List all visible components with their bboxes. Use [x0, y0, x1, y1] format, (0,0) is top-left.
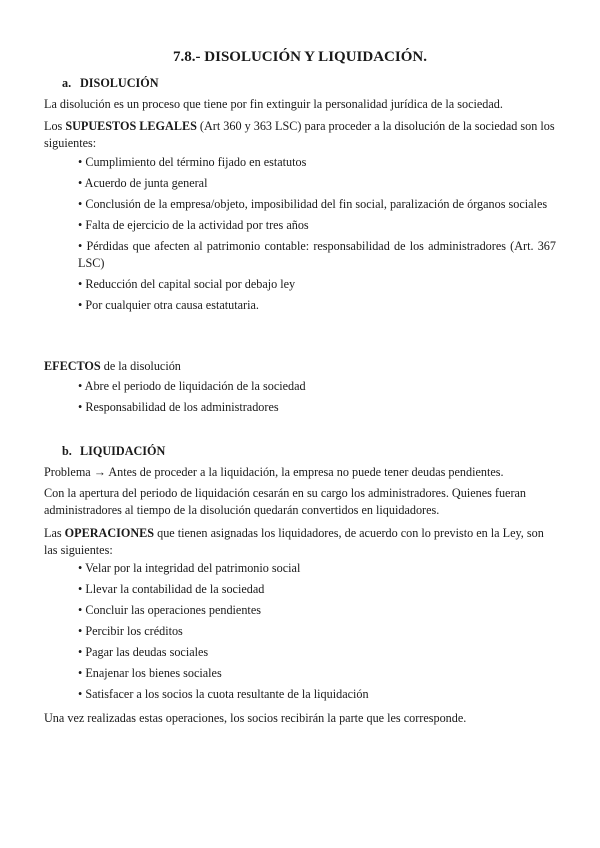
list-item: • Pagar las deudas sociales — [78, 644, 556, 661]
list-item: • Pérdidas que afecten al patrimonio contable: responsabilidad de los administradores (Art. 367 LSC) — [78, 238, 556, 272]
text-span: que tienen asignadas los liquidadores, de acuerdo con lo previsto en la Ley, son las siguientes: — [44, 526, 544, 557]
text-span: Las — [44, 526, 65, 540]
list-item: • Percibir los créditos — [78, 623, 556, 640]
operaciones-list — [78, 560, 556, 707]
page-title: 7.8.- DISOLUCIÓN Y LIQUIDACIÓN. — [173, 49, 427, 65]
text-span: de la disolución — [100, 359, 181, 373]
list-item: • Concluir las operaciones pendientes — [78, 602, 556, 619]
list-item: • Llevar la contabilidad de la sociedad — [78, 581, 556, 598]
list-item: • Por cualquier otra causa estatutaria. — [78, 297, 556, 314]
bold-term: OPERACIONES — [64, 526, 155, 540]
section-heading-disolucion — [62, 75, 159, 92]
list-item: • Satisfacer a los socios la cuota resultante de la liquidación — [78, 686, 556, 703]
disolucion-intro: La disolución es un proceso que tiene por fin extinguir la personalidad jurídica de la sociedad. — [44, 97, 503, 111]
operaciones-intro — [44, 525, 556, 559]
section-letter: a. — [62, 76, 72, 90]
list-item: • Responsabilidad de los administradores — [78, 399, 556, 416]
text-span: Los — [44, 119, 66, 133]
efectos-list — [78, 378, 556, 420]
section-title: DISOLUCIÓN — [80, 76, 159, 90]
list-item: • Velar por la integridad del patrimonio social — [78, 560, 556, 577]
bold-term: EFECTOS — [44, 359, 101, 373]
list-item: • Enajenar los bienes sociales — [78, 665, 556, 682]
cierre-text: Una vez realizadas estas operaciones, los socios recibirán la parte que les corresponde. — [44, 711, 467, 725]
list-item: • Conclusión de la empresa/objeto, imposibilidad del fin social, paralización de órganos sociales — [78, 196, 556, 213]
list-item: • Falta de ejercicio de la actividad por tres años — [78, 217, 556, 234]
supuestos-intro — [44, 118, 556, 152]
section-heading-liquidacion — [62, 443, 165, 460]
apertura-text: Con la apertura del periodo de liquidación cesarán en su cargo los administradores. Quienes fueran administradores al tiempo de la disolución quedarán convertidos en liquidadores. — [44, 486, 527, 517]
section-title: LIQUIDACIÓN — [80, 444, 166, 458]
section-letter: b. — [62, 444, 72, 458]
problema-text: Problema → Antes de proceder a la liquidación, la empresa no puede tener deudas pendientes. — [44, 465, 504, 479]
bold-term: SUPUESTOS LEGALES — [65, 119, 197, 133]
supuestos-list — [78, 154, 556, 318]
list-item: • Abre el periodo de liquidación de la sociedad — [78, 378, 556, 395]
list-item: • Reducción del capital social por debajo ley — [78, 276, 556, 293]
text-span: (Art 360 y 363 LSC) para proceder a la disolución de la sociedad son los siguientes: — [44, 119, 555, 150]
list-item: • Cumplimiento del término fijado en estatutos — [78, 154, 556, 171]
list-item: • Acuerdo de junta general — [78, 175, 556, 192]
efectos-intro — [44, 358, 556, 375]
